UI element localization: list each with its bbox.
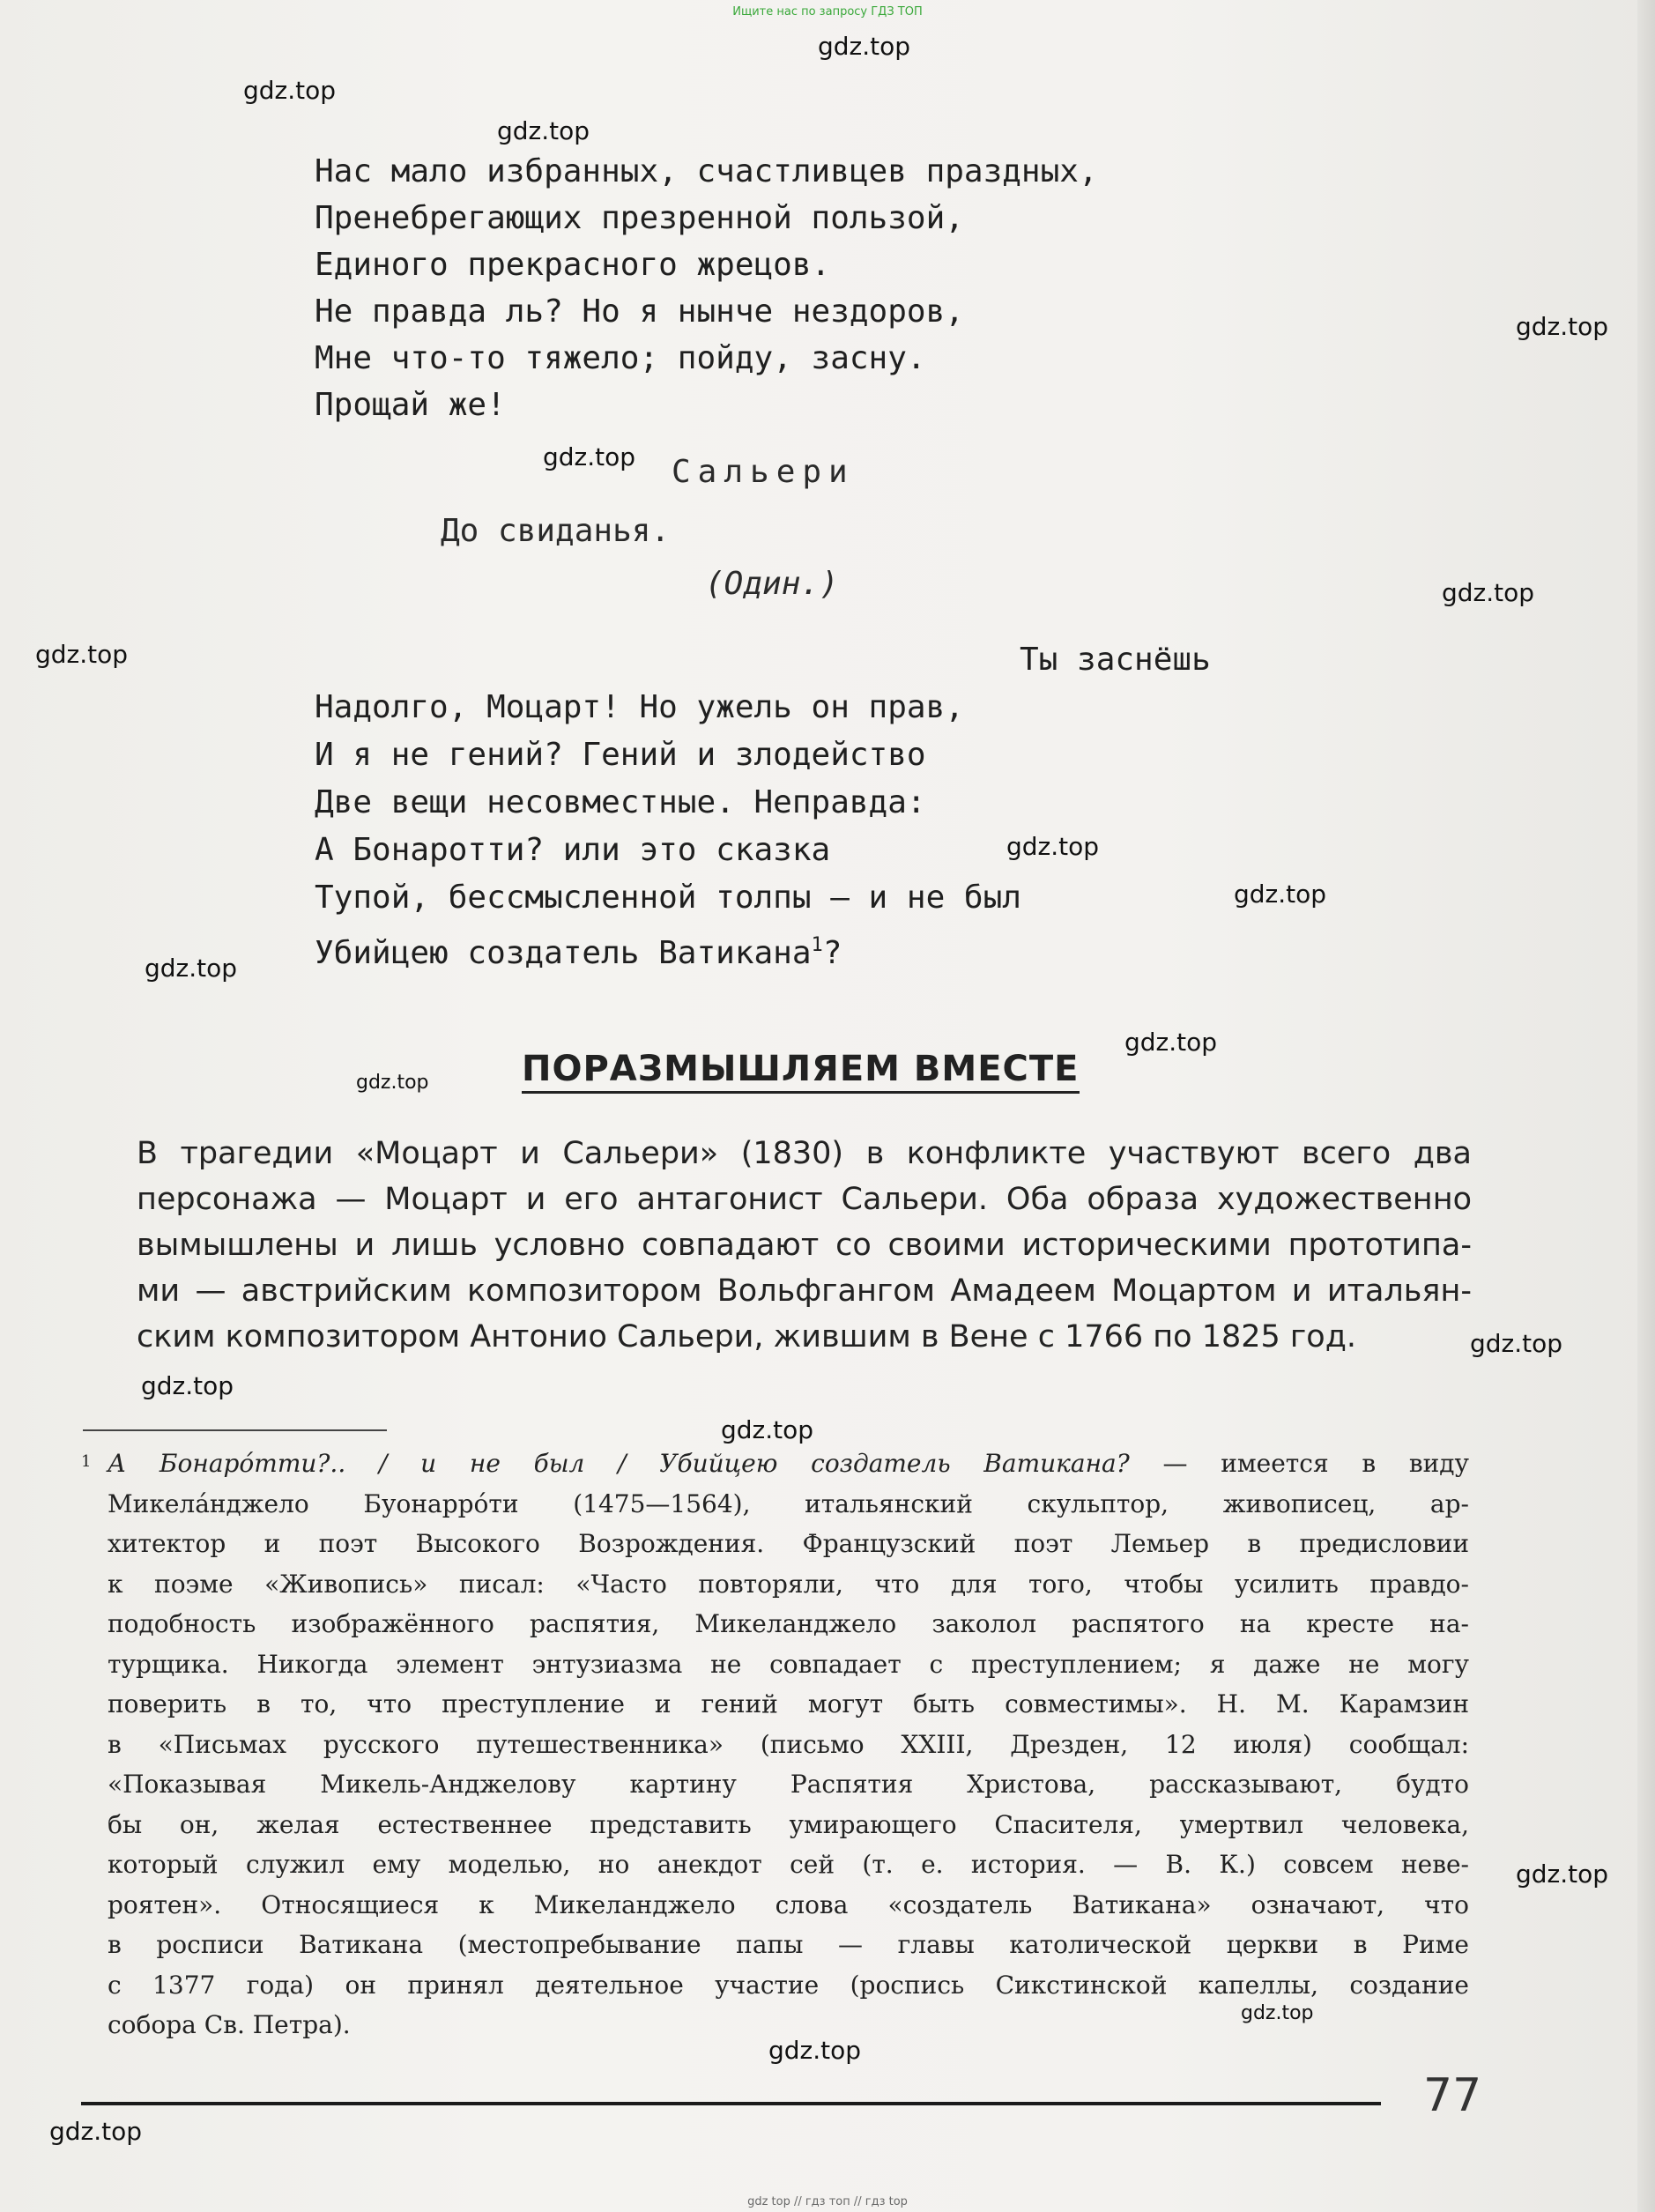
watermark: gdz.top (497, 116, 590, 145)
stage-direction: (Один.) (705, 566, 839, 602)
watermark: gdz.top (141, 1371, 234, 1400)
verse-bottom (315, 636, 1211, 977)
watermark: gdz.top (1470, 1329, 1563, 1358)
verse-line: Ты заснёшь (1020, 642, 1211, 678)
watermark: gdz.top (721, 1415, 814, 1444)
discussion-paragraph (137, 1131, 1472, 1360)
verse-top (315, 148, 1098, 428)
verse-line: Надолго, Моцарт! Но ужель он прав, (315, 689, 964, 725)
footnote-line: Микела́нджело Буонарро́ти (1475—1564), итальянский скульптор, живописец, ар- (108, 1488, 1469, 1518)
verse-punct: ? (822, 935, 842, 971)
paragraph-line: В трагедии «Моцарт и Сальери» (1830) в конфликте участвуют всего два (137, 1136, 1472, 1171)
footnote-line: поверить в то, что преступление и гений могут быть совместимы». Н. М. Карамзин (108, 1689, 1469, 1718)
footnote-italic-lead: А Бонаро́тти?.. / и не был / Убийцею создатель Ватикана? (108, 1449, 1130, 1478)
verse-line: Нас мало избранных, счастливцев праздных, (315, 153, 1098, 189)
footnote-line: роятен». Относящиеся к Микеланджело слова «создатель Ватикана» означают, что (108, 1889, 1469, 1919)
footnote-line: хитектор и поэт Высокого Возрождения. Французский поэт Лемьер в предисловии (108, 1529, 1469, 1558)
verse-line: Две вещи несовместные. Неправда: (315, 784, 926, 820)
watermark: gdz.top (1516, 312, 1609, 341)
watermark: gdz.top (1006, 832, 1100, 861)
watermark: gdz.top (1241, 2002, 1314, 2024)
watermark: gdz.top (1442, 578, 1535, 607)
footnote-line: в росписи Ватикана (местопребывание папы — главы католической церкви в Риме (108, 1930, 1469, 1959)
watermark: gdz.top (1124, 1028, 1218, 1057)
verse-line: Не правда ль? Но я нынче нездоров, (315, 293, 964, 330)
footnote (81, 1444, 1469, 2045)
footnote-line: подобность изображённого распятия, Микеланджело заколол распятого на кресте на- (108, 1609, 1469, 1638)
section-title: ПОРАЗМЫШЛЯЕМ ВМЕСТЕ (522, 1049, 1080, 1094)
verse-line: А Бонаротти? или это сказка (315, 832, 831, 868)
footnote-line: с 1377 года) он принял деятельное участие (роспись Сикстинской капеллы, создание (108, 1970, 1469, 2000)
page-edge-shadow (1637, 0, 1655, 2212)
speaker-reply: До свиданья. (441, 513, 671, 549)
footnote-line: «Показывая Микель-Анджелову картину Распятия Христова, рассказывают, будто (108, 1770, 1469, 1799)
verse-line: И я не гений? Гений и злодейство (315, 737, 926, 773)
watermark: gdz.top (768, 2036, 862, 2065)
footnote-line: к поэме «Живопись» писал: «Часто повторяли, что для того, чтобы усилить правдо- (108, 1569, 1469, 1599)
watermark: gdz.top (49, 2117, 143, 2146)
footnote-line (81, 1444, 1469, 1484)
verse-line-final (315, 922, 1211, 977)
watermark: gdz.top (356, 1072, 429, 1094)
footnote-line: бы он, желая естественнее представить умирающего Спасителя, умертвил человека, (108, 1809, 1469, 1839)
paragraph-line: ми — австрийским композитором Вольфгангом Амадеем Моцартом и итальян- (137, 1273, 1472, 1309)
verse-line: Единого прекрасного жрецов. (315, 247, 831, 283)
page-number: 77 (1423, 2069, 1482, 2122)
footnote-line: турщика. Никогда элемент энтузиазма не совпадает с преступлением; я даже не могу (108, 1649, 1469, 1679)
watermark: gdz.top (35, 640, 129, 669)
watermark: gdz.top (543, 442, 636, 471)
paragraph-line: ским композитором Антонио Сальери, жившим в Вене с 1766 по 1825 год. (137, 1319, 1357, 1355)
footnote-line: собора Св. Петра). (108, 2010, 351, 2039)
watermark: gdz.top (818, 32, 911, 61)
paragraph-line: вымышлены и лишь условно совпадают со своими историческими прототипа- (137, 1228, 1472, 1263)
footer-note: gdz top // гдз топ // гдз top (747, 2195, 908, 2208)
verse-text: Убийцею создатель Ватикана (315, 935, 812, 971)
watermark: gdz.top (1516, 1859, 1609, 1889)
watermark: gdz.top (1234, 880, 1327, 909)
footnote-divider (83, 1429, 387, 1431)
speaker-name: Сальери (672, 454, 855, 490)
footnote-number: 1 (81, 1452, 92, 1471)
footnote-marker: 1 (811, 934, 823, 956)
header-note: Ищите нас по запросу ГДЗ ТОП (732, 5, 923, 19)
footnote-line: в «Письмах русского путешественника» (письмо XXIII, Дрезден, 12 июля) сообщал: (108, 1729, 1469, 1759)
watermark: gdz.top (243, 76, 337, 105)
bottom-rule (81, 2102, 1381, 2105)
verse-line: Прощай же! (315, 387, 506, 423)
verse-line: Мне что-то тяжело; пойду, засну. (315, 340, 926, 376)
verse-line: Тупой, бессмысленной толпы — и не был (315, 880, 1021, 916)
footnote-text: — имеется в виду (1129, 1449, 1469, 1478)
verse-line: Пренебрегающих презренной пользой, (315, 200, 964, 236)
footnote-line: который служил ему моделью, но анекдот сей (т. е. история. — В. К.) совсем неве- (108, 1850, 1469, 1879)
watermark: gdz.top (145, 954, 238, 983)
paragraph-line: персонажа — Моцарт и его антагонист Сальери. Оба образа художественно (137, 1182, 1472, 1217)
